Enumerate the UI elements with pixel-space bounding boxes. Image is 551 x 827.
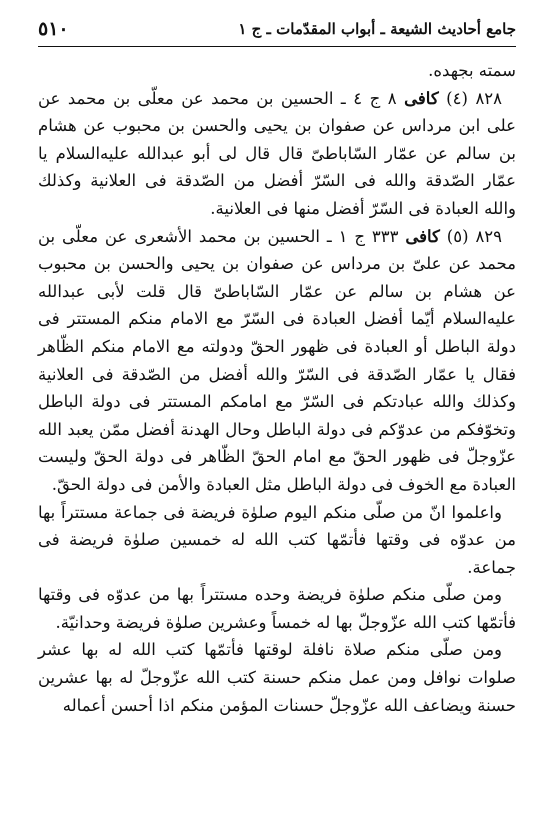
hadith-text: ٣٣٣ ج ١ ـ الحسين بن محمد الأشعرى عن معلّى بن محمد عن علىّ بن مرداس عن صفوان بن يحيى والحسن بن محبوب عن هشام بن سالم عن عمّار السّاباطىّ قال قلت لأبی عبدالله عليه‌السلام أيّما أفضل العبادة فی السّرّ مع الامام منكم المستتر فی دولة الباطل أو العبادة فی ظهور الحقّ ودولته مع الامام منكم الظّاهر فقال يا عمّار الصّدقة فی السّرّ والله أفضل من الصّدقة فی العلانية وكذلك والله عبادتكم فی السّرّ مع امامكم المستتر فی دولة الباطل وتخوّفكم من عدوّكم فی دولة الباطل وحال الهدنة أفضل ممّن يعبد الله عزّوجلّ فی ظهور الحقّ مع امام الحقّ الظّاهر فی دولة الحقّ وليست العبادة مع الخوف فی دولة الباطل مثل العبادة والأمن فی دولة الحقّ.: [38, 226, 516, 494]
page-number: ٥١٠: [38, 18, 69, 40]
paragraph-individual-prayer: [38, 581, 516, 636]
hadith-source: كافى: [404, 88, 439, 108]
document-page: [38, 16, 516, 816]
page-header: [38, 16, 516, 47]
paragraph-text: ومن صلّى منكم صلاة نافلة لوقتها فأتمّها كتب الله له بها عشر صلوات نوافل ومن عمل منكم حسنة كتب الله عزّوجلّ له بها عشرين حسنة ويضاعف الله عزّوجلّ حسنات المؤمن منكم اذا أحسن أعماله: [38, 640, 516, 715]
hadith-number: ٨٢٨ (٤): [438, 88, 503, 108]
paragraph-congregational-prayer: [38, 499, 516, 582]
hadith-828: [38, 85, 516, 223]
hadith-source: كافى: [405, 226, 440, 246]
hadith-829: [38, 223, 516, 499]
page-body: [38, 57, 516, 719]
paragraph-text: سمته بجهده.: [428, 61, 516, 80]
hadith-text: ٨ ج ٤ ـ الحسين بن محمد عن معلّى بن محمد عن علی ابن مرداس عن صفوان بن يحيى والحسن بن محبوب عن هشام بن سالم عن عمّار السّاباطىّ قال قال لی أبو عبدالله عليه‌السلام يا عمّار الصّدقة والله فی السّرّ أفضل من الصّدقة فی العلانية وكذلك والله العبادة فی السّرّ أفضل منها فی العلانية.: [38, 88, 516, 218]
paragraph-text: واعلموا انّ من صلّى منكم اليوم صلوٰة فريضة فی جماعة مستتراً بها من عدوّه فی وقتها فأتمّها كتب الله له خمسين صلوٰة فريضة فی جماعة.: [38, 502, 516, 577]
paragraph-text: ومن صلّى منكم صلوٰة فريضة وحده مستتراً بها من عدوّه فی وقتها فأتمّها كتب الله عزّوجلّ بها له خمساً وعشرين صلوٰة فريضة وحدانيّة.: [38, 585, 516, 632]
paragraph-continuation: [38, 57, 516, 85]
running-title: جامع أحاديث الشيعة ـ أبواب المقدّمات ـ ج ١: [238, 20, 516, 38]
hadith-number: ٨٢٩ (٥): [439, 226, 503, 246]
paragraph-supererogatory-prayer: [38, 636, 516, 719]
